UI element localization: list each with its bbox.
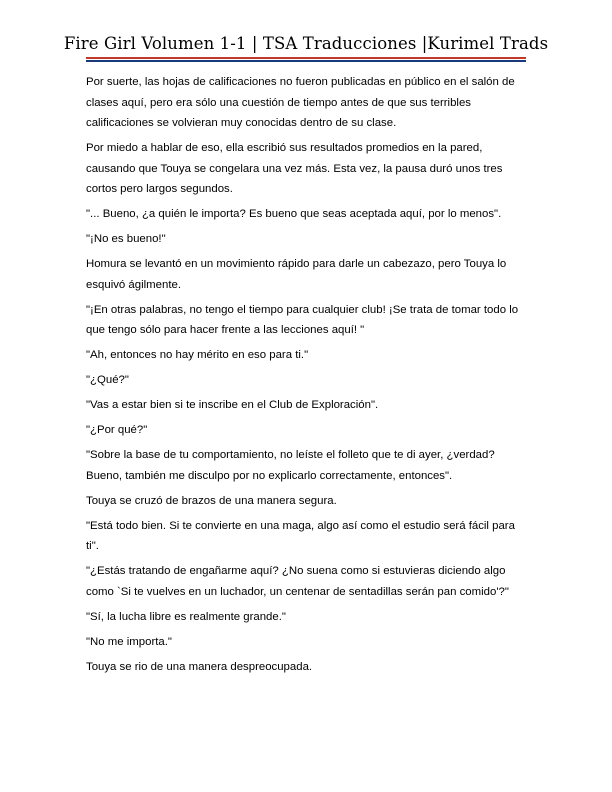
paragraph: "Sobre la base de tu comportamiento, no leíste el folleto que te di ayer, ¿verdad? Bueno, también me disculpo por no explicarlo correctamente, entonces". [86,449,498,482]
paragraph: "¡En otras palabras, no tengo el tiempo para cualquier club! ¡Se trata de tomar todo lo que tengo sólo para hacer frente a las lecciones aquí! " [86,303,522,336]
header-rule-blue [86,60,526,62]
paragraph: "Está todo bien. Si te convierte en una maga, algo así como el estudio será fácil para ti". [86,519,519,552]
paragraph: "¿Por qué?" [86,424,148,436]
paragraph: "Vas a estar bien si te inscribe en el Club de Exploración". [86,399,379,411]
paragraph: Homura se levantó en un movimiento rápido para darle un cabezazo, pero Touya lo esquivó ágilmente. [86,258,510,291]
page-header-title: Fire Girl Volumen 1-1 | TSA Traducciones |Kurimel Trads [63,34,549,53]
paragraph: "Ah, entonces no hay mérito en eso para ti." [86,349,309,361]
paragraph: "... Bueno, ¿a quién le importa? Es bueno que seas aceptada aquí, por lo menos". [86,208,502,220]
paragraph: "Sí, la lucha libre es realmente grande." [86,610,286,623]
paragraph: Por miedo a hablar de eso, ella escribió sus resultados promedios en la pared, causando que Touya se congelara una vez más. Esta vez, la pausa duró unos tres cortos pero largos segundos. [86,142,506,195]
paragraph: "¿Qué?" [86,374,129,386]
paragraph: Por suerte, las hojas de calificaciones no fueron publicadas en público en el salón de clases aquí, pero era sólo una cuestión de tiempo antes de que sus terribles calificaciones se volvieran muy conocidas dentro de su clase. [86,76,518,129]
paragraph: "¿Estás tratando de engañarme aquí? ¿No suena como si estuvieras diciendo algo como `Si te vuelves en un luchador, un centenar de sentadillas serán pan comido'?" [86,565,509,598]
header-rule-red [86,57,526,59]
paragraph: "¡No es bueno!" [86,233,166,245]
paragraph: Touya se cruzó de brazos de una manera segura. [86,494,337,507]
paragraph: "No me importa." [86,635,172,648]
body-text [86,72,526,682]
paragraph: Touya se rio de una manera despreocupada. [86,660,313,673]
